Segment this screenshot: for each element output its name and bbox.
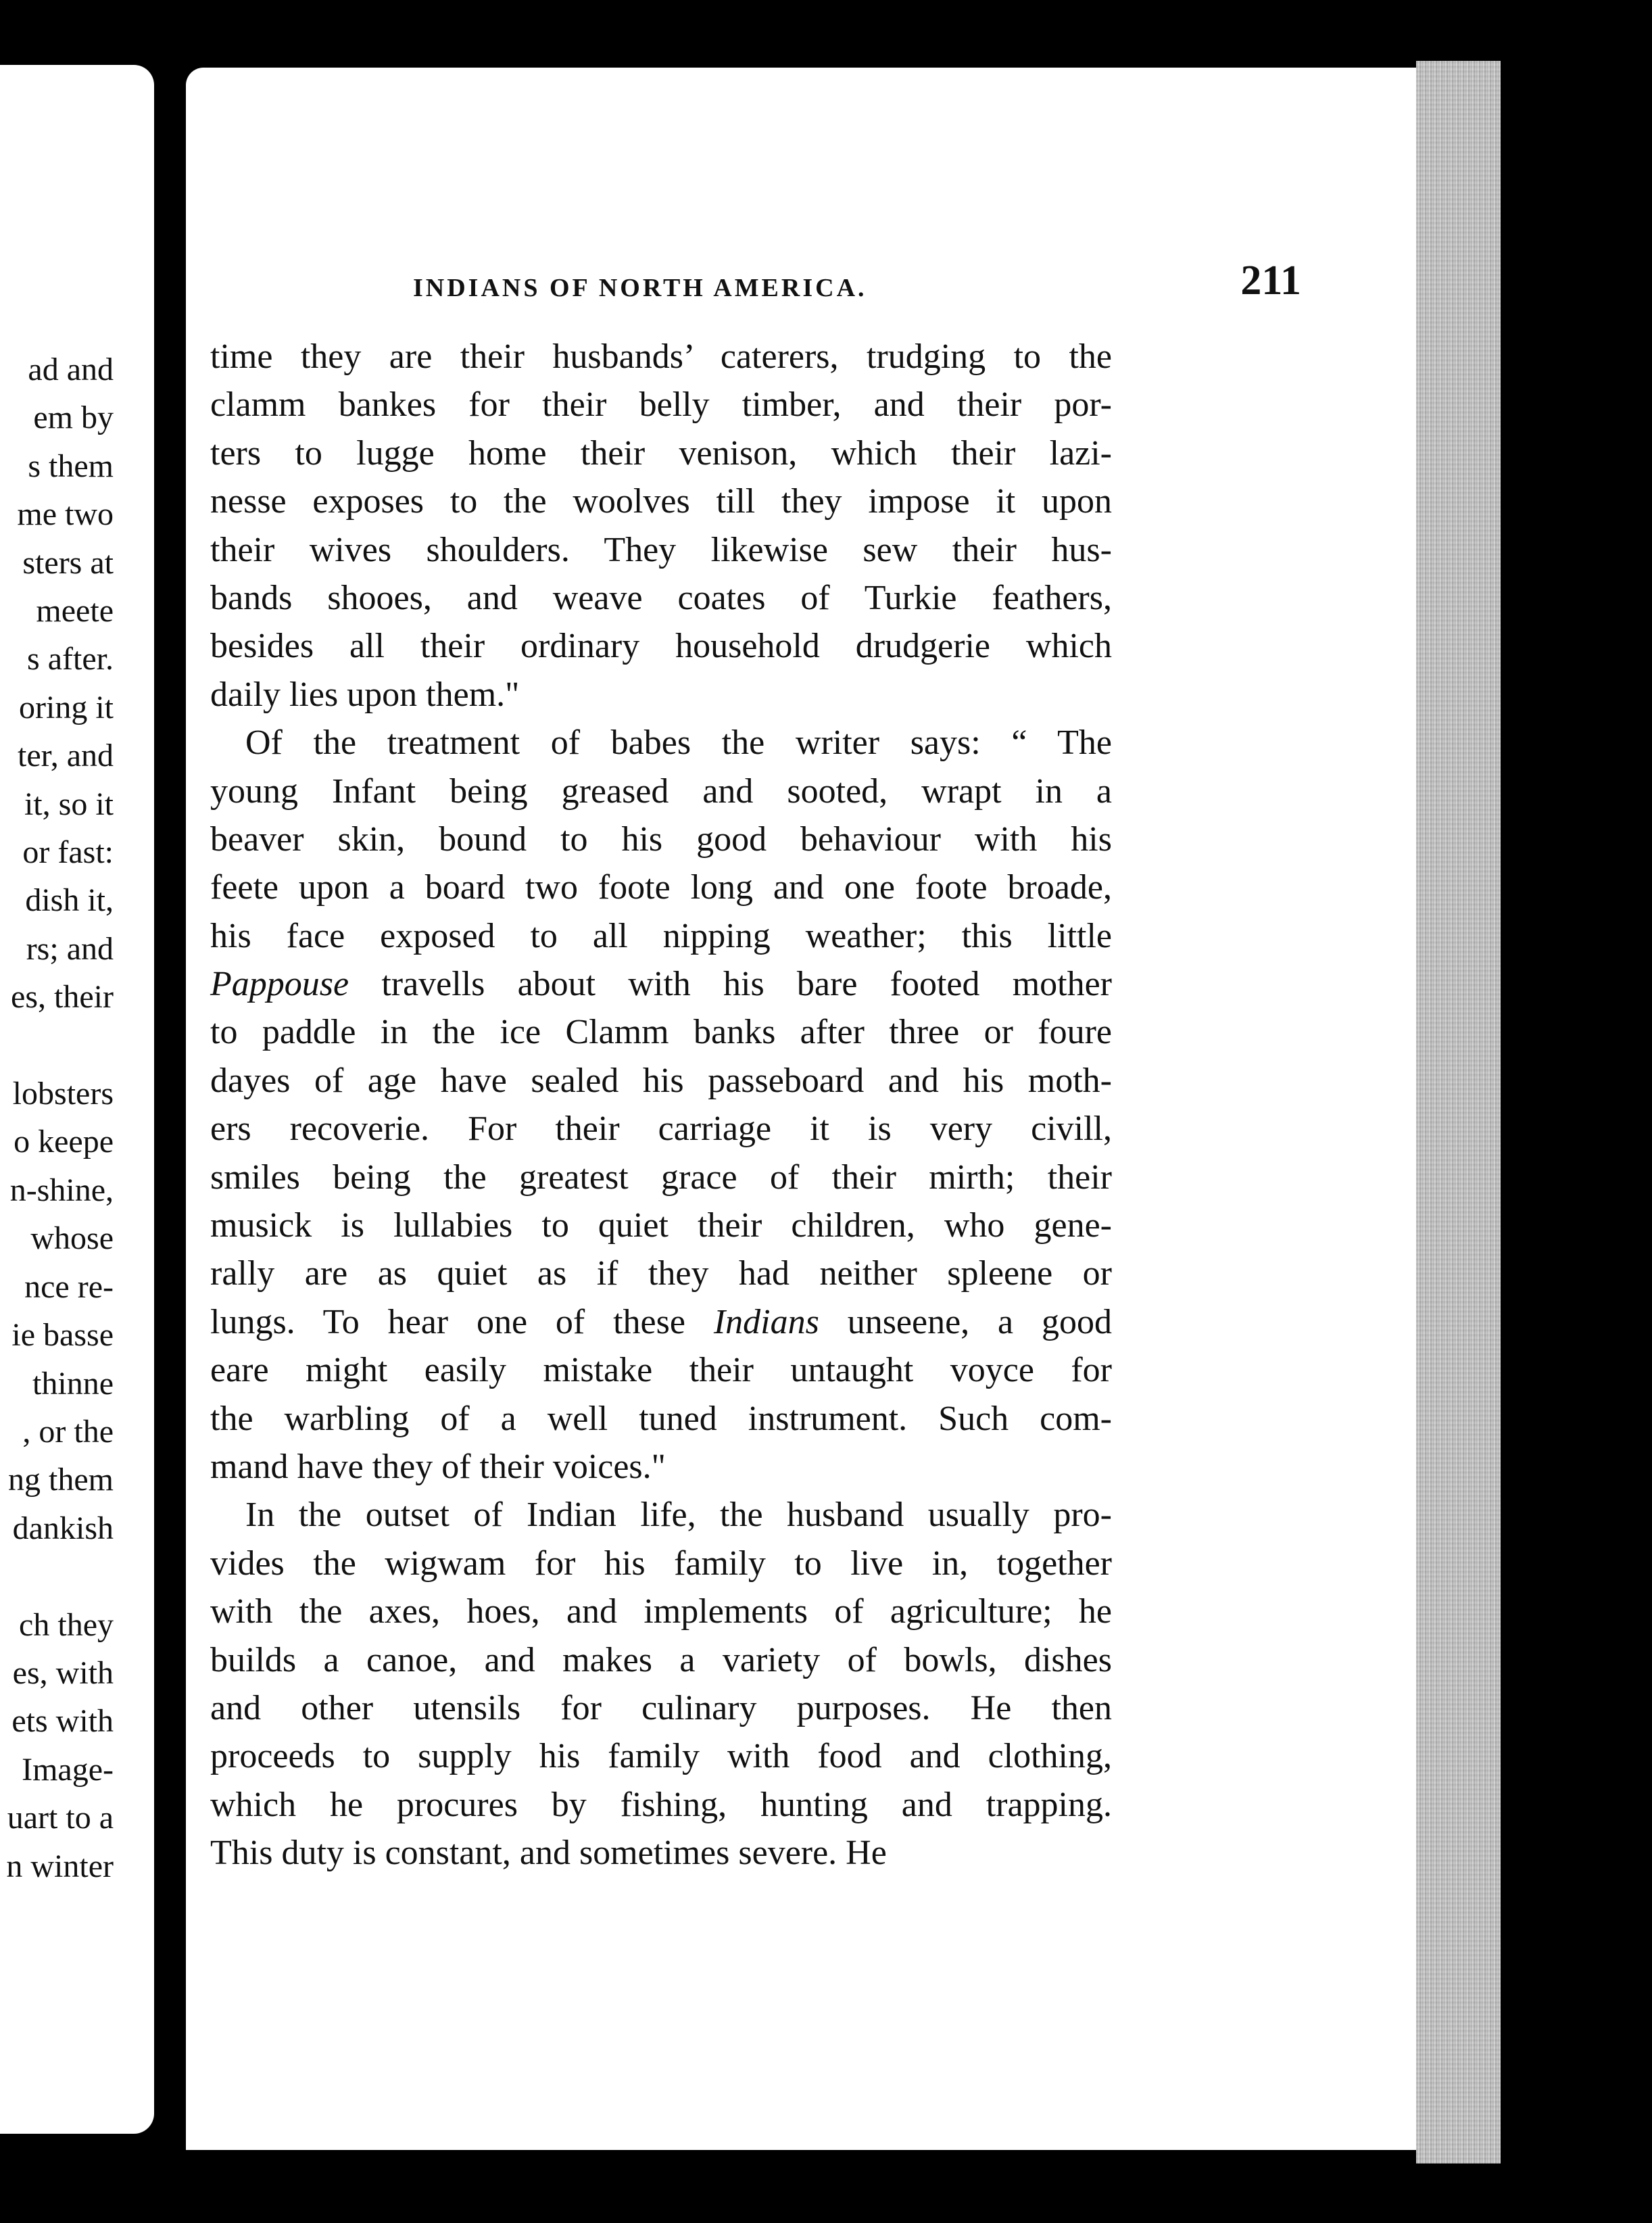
text-line: his face exposed to all nipping weather; this little (210, 916, 1112, 955)
text-line: daily lies upon them." (210, 675, 520, 714)
text-line: rally are as quiet as if they had neither spleene or (210, 1254, 1112, 1293)
text-line: eare might easily mistake their untaught voyce for (210, 1351, 1112, 1390)
previous-page-line (6, 1552, 114, 1600)
page-edges-shading (1416, 61, 1501, 2164)
previous-page-line: dankish (12, 1510, 114, 1546)
previous-page-line: ad and (28, 352, 114, 387)
previous-page-line: nce re- (24, 1268, 114, 1305)
previous-page-line: ets with (11, 1703, 114, 1740)
text-line: dayes of age have sealed his passeboard and his moth- (210, 1061, 1112, 1100)
text-line: clamm bankes for their belly timber, and their por- (210, 385, 1112, 425)
text-line: proceeds to supply his family with food and clothing, (210, 1737, 1112, 1776)
text-line: musick is lullabies to quiet their children, who gene- (210, 1206, 1112, 1245)
previous-page-line: s them (28, 448, 114, 484)
text-line: with the axes, hoes, and implements of agriculture; he (210, 1592, 1112, 1631)
text-line: mand have they of their voices." (210, 1447, 666, 1486)
text-line: This duty is constant, and sometimes severe. He (210, 1834, 887, 1873)
text-line: lungs. To hear one of these Indians unseene, a good (210, 1302, 1112, 1341)
previous-page-line: uart to a (7, 1800, 114, 1836)
previous-page-line: rs; and (26, 930, 114, 967)
text-line: the warbling of a well tuned instrument. Such com- (210, 1399, 1112, 1438)
text-line: ers recoverie. For their carriage it is very civill, (210, 1109, 1112, 1149)
previous-page-fragment (0, 65, 154, 2134)
text-line: feete upon a board two foote long and one foote broade, (210, 868, 1112, 907)
text-line: In the outset of Indian life, the husband usually pro- (245, 1496, 1112, 1535)
text-line: builds a canoe, and makes a variety of bowls, dishes (210, 1640, 1112, 1679)
previous-page-line: es, their (11, 979, 114, 1015)
previous-page-line: es, with (12, 1654, 114, 1691)
previous-page-line: whose (30, 1220, 114, 1257)
text-line: vides the wigwam for his family to live in, together (210, 1544, 1112, 1583)
paragraph (210, 333, 1112, 719)
previous-page-line: dish it, (25, 882, 114, 919)
text-line: Of the treatment of babes the writer says: “ The (245, 723, 1112, 763)
page-number: 211 (1240, 258, 1301, 304)
book-page (186, 68, 1416, 2150)
previous-page-line: n-shine, (9, 1172, 114, 1208)
previous-page-text (6, 345, 114, 1890)
text-line: Pappouse travells about with his bare footed mother (210, 965, 1112, 1004)
running-head: INDIANS OF NORTH AMERICA. (413, 274, 867, 302)
italic-word: Pappouse (210, 965, 349, 1004)
previous-page-line: , or the (22, 1413, 114, 1450)
previous-page-line: ng them (8, 1462, 114, 1498)
previous-page-line: Image- (22, 1751, 114, 1788)
previous-page-line: sters at (22, 544, 114, 581)
text-line: which he procures by fishing, hunting and trapping. (210, 1785, 1112, 1824)
previous-page-line: ter, and (17, 738, 114, 774)
text-line: bands shooes, and weave coates of Turkie feathers, (210, 578, 1112, 617)
paragraph (210, 1491, 1112, 1877)
text-line: ters to lugge home their venison, which their lazi- (210, 433, 1112, 473)
previous-page-line: lobsters (12, 1076, 114, 1112)
text-line: to paddle in the ice Clamm banks after three or foure (210, 1013, 1112, 1052)
previous-page-line: meete (36, 593, 114, 629)
text-line: young Infant being greased and sooted, wrapt in a (210, 771, 1112, 811)
previous-page-line: it, so it (24, 786, 114, 822)
text-line: besides all their ordinary household drudgerie which (210, 627, 1112, 666)
previous-page-line: ie basse (11, 1317, 114, 1354)
previous-page-line: me two (17, 496, 114, 533)
body-text (210, 333, 1112, 1878)
previous-page-line: em by (33, 400, 114, 436)
previous-page-line: o keepe (14, 1124, 114, 1160)
text-line: their wives shoulders. They likewise sew their hus- (210, 530, 1112, 569)
paragraph (210, 719, 1112, 1491)
previous-page-line: n winter (6, 1848, 114, 1884)
text-line: beaver skin, bound to his good behaviour with his (210, 819, 1112, 859)
previous-page-line (6, 1022, 114, 1070)
text-line: and other utensils for culinary purposes. He then (210, 1688, 1112, 1727)
italic-word: Indians (713, 1302, 819, 1341)
previous-page-line: oring it (19, 689, 114, 725)
previous-page-line: s after. (27, 641, 114, 677)
text-line: time they are their husbands’ caterers, trudging to the (210, 337, 1112, 376)
previous-page-line: thinne (32, 1365, 114, 1402)
text-line: nesse exposes to the woolves till they impose it upon (210, 482, 1112, 521)
previous-page-line: ch they (19, 1606, 114, 1643)
page-header (186, 257, 1416, 318)
text-line: smiles being the greatest grace of their mirth; their (210, 1157, 1112, 1197)
previous-page-line: or fast: (22, 834, 114, 871)
